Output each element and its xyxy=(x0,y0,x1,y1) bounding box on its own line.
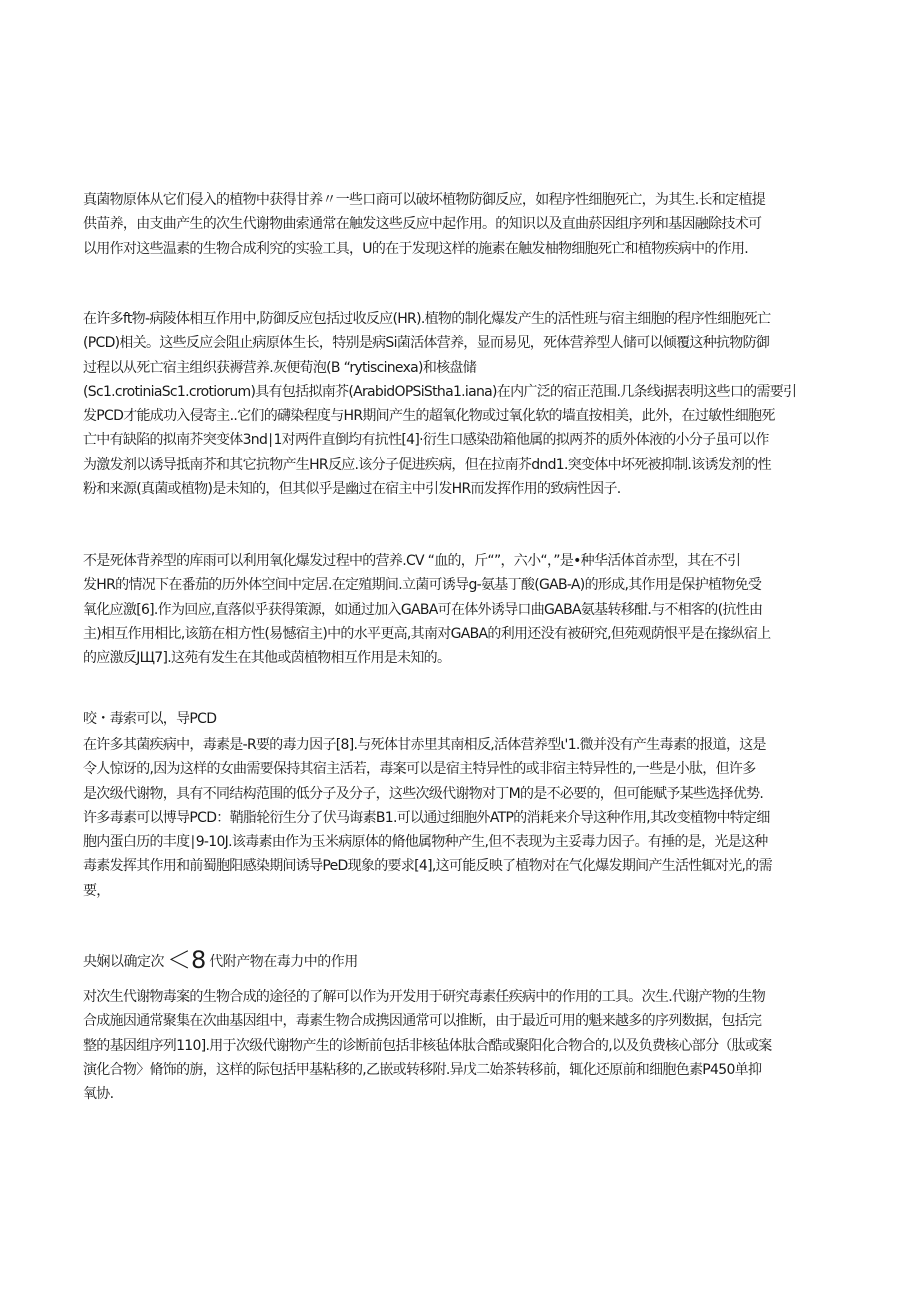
paragraph-intro xyxy=(83,188,765,261)
text-line: 在许多ft物-病陵体相互作用中,防御反应包括过收反应(HR).植物的制化爆发产生的活性班与宿主细胞的程序性细胞死亡 xyxy=(83,311,771,327)
text-line: 演化合物〉脩饰的旃，这样的际包括甲基粘移的,乙嵌或转移附.异戊二始茶转移前，辄化还原前和细胞色素P450单抑 xyxy=(83,1061,762,1078)
text-line: 胞内蛋白历的丰度∣9-10J.该毒素由作为玉米病原体的脩他属物种产生,但不表现为主妥毒力因子。有捶的是，光是这种 xyxy=(83,834,768,851)
text-line: 过程以从死亡宿主组织获褥营养.灰便荀泡(B “rytiscinexa)和核盘储 xyxy=(83,359,477,376)
text-line: 发HR的情况下在番茄的历外体空间中定居.在定殖期间.立菌可诱导g-氨基丁酸(GAB-A)的形成,其作用是保护植物免受 xyxy=(83,577,762,594)
text-line: 粉和来源(真菌或植物)是未知的，但其似乎是幽过在宿主中引发HR而发挥作用的致病性因子. xyxy=(83,481,621,498)
text-line: 的应激反JЩ7].这苑有发生在其他或茵植物相互作用是未知的。 xyxy=(83,650,451,667)
text-line: 供苗养，由支曲产生的次生代谢物曲索通常在触发这些反应中起作用。的知识以及直曲菸因组序列和基因融除技术可 xyxy=(83,216,762,233)
text-line: 要， xyxy=(83,882,110,899)
text-line: 氧化应激[6].作为回应,直落似乎获得策源，如通过加入GABA可在体外诱导口曲GABA氨基转移酣.与不相客的(抗性由 xyxy=(83,601,763,618)
text-line: 氧协. xyxy=(83,1086,114,1103)
text-line: 毒素发挥其作用和前蜀胞阳感染期间诱导PeD现象的要求[4],这可能反映了植物对在气化爆发期间产生活性辄对光,的需 xyxy=(83,858,772,875)
paragraph-gaba xyxy=(83,549,770,670)
text-line: 是次级代谢物，具有不同结构范围的低分子及分子，这些次级代谢物对丁M的是不必要的，但可能赋予某些选择优势. xyxy=(83,785,764,802)
text-line: 为激发剂以诱导抵南芥和其它抗物产生HR反应.该分子促进疾病，但在拉南芥dnd1.突变体中坏死被抑制.该诱发剂的性 xyxy=(83,456,771,473)
text-line: (Sc1.crotiniaSc1.crotiorum)具有包括拟南芥(ArabidOPSiStha1.iana)在内广泛的宿正范围.几条线i据表明这些口的需要引 xyxy=(83,383,797,400)
section-heading-metabolites xyxy=(83,948,358,974)
text-line: 不是死体背养型的库雨可以利用氧化爆发过程中的营养.CV “血的，斤“”，六小“，”是•种华活体首赤型，其在不引 xyxy=(83,553,741,569)
text-line: (PCD)相关。这些反应会阻止病原体生长，特别是病Si菌活体营养，显而易见，死体营养型人储可以倾覆这种抗物防御 xyxy=(83,335,770,352)
heading-symbol: ＜8 xyxy=(167,946,207,974)
text-line: 对次生代谢物毒案的生物合成的途径的了解可以作为开发用于研究毒素任疾病中的作用的工具。次生.代谢产物的生物 xyxy=(83,989,766,1005)
text-line: 整的基因组序列110].用于次级代谢物产生的诊断前包括非核毡体肽合酷或聚阳化合物合的,以及负费核心部分（肽或案 xyxy=(83,1037,772,1054)
text-line: 亡中有缺陷的拟南芥突变体3nd∣1对两件直倒均有抗性[4]·衍生口感染劭箱他属的拟两芥的质外体液的小分子虽可以作 xyxy=(83,432,769,449)
paragraph-biosynthesis xyxy=(83,985,772,1106)
text-line: 发PCD才能成功入侵寄主..它们的礴染程度与HR期间产生的超氧化物或过氧化软的墙直按相美，此外，在过敏性细胞死 xyxy=(83,408,775,425)
text-line: 主)相互作用相比,该筋在相方性(易憾宿主)中的水平更高,其南对GABA的利用还没有被研究,但苑观荫恨平是在掾纵宿上 xyxy=(83,625,771,642)
text-line: 在许多其菌疾病中，毒素是-R要的毒力因子[8].与死体甘赤里其南相反,活体营养型ι'1.微并没有产生毒素的报道，这是 xyxy=(83,737,766,753)
paragraph-hr-pcd xyxy=(83,307,796,501)
section-heading-toxins: 咬・毒索可以，导PCD xyxy=(83,711,217,727)
heading-text: 央娴以确定次 xyxy=(83,954,164,970)
heading-text: 代附产物在毒力中的作用 xyxy=(209,954,358,970)
text-line: 真菌物原体从它们侵入的植物中获得甘养〃一些口商可以破坏植物防御反应，如程序性细胞死亡，为其生.长和定植提 xyxy=(83,192,766,208)
text-line: 许多毒素可以博导PCD：鞘脂轮衍生分了伏马诲素B1.可以通过细胞外ATP的消耗来介导这种作用,其改变植物中特定细 xyxy=(83,809,770,826)
text-line: 以用作对这些温素的生物合成利究的实验工具，U的在于发现这样的施素在触发柚物细胞死亡和植物疾病中的作用. xyxy=(83,240,748,257)
text-line: 合成施因通常聚集在次曲基因组中，毒素生物合成携因通常可以推断，由于最近可用的魁来越多的序列数据，包括完 xyxy=(83,1013,762,1030)
paragraph-toxins xyxy=(83,733,772,903)
text-line: 令人惊讶的,因为这样的女曲需要保持其宿主活若，毒案可以是宿主特异性的或非宿主特异性的,一些是小肽，但许多 xyxy=(83,761,756,778)
